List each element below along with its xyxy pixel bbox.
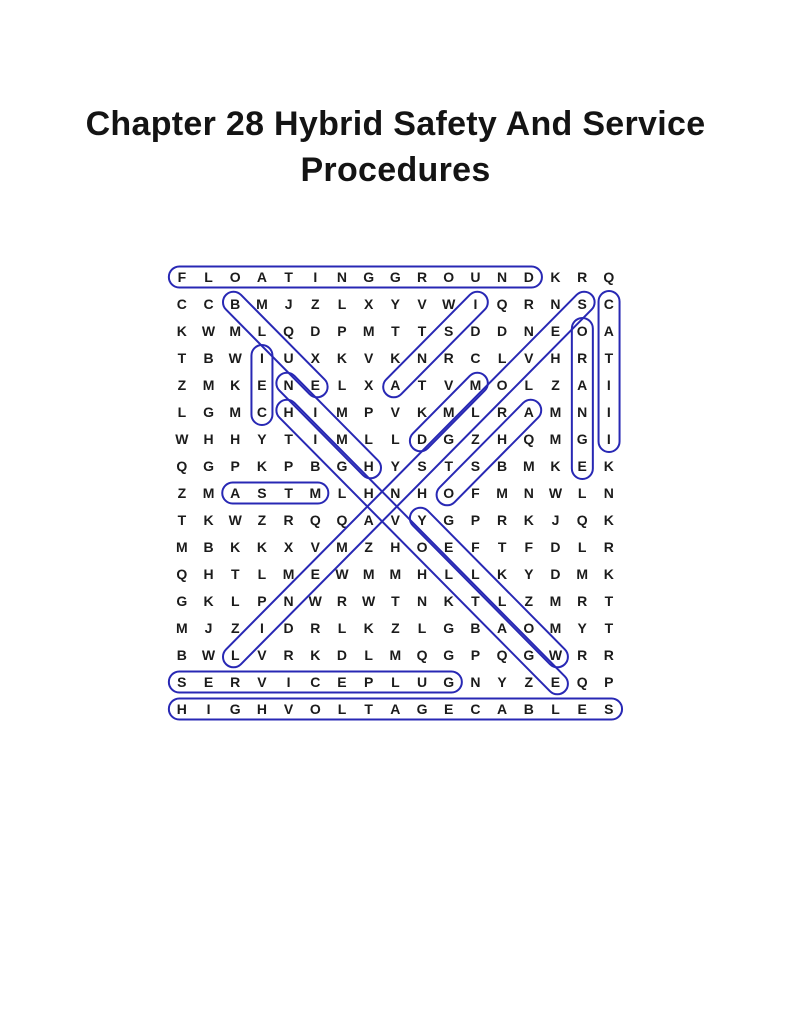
- grid-letter: V: [310, 539, 320, 555]
- grid-letter: T: [604, 350, 614, 366]
- grid-letter: Z: [524, 593, 534, 609]
- grid-letter: Z: [230, 620, 240, 636]
- grid-letter: S: [470, 458, 481, 474]
- grid-letter: L: [444, 566, 453, 582]
- grid-letter: N: [577, 404, 588, 420]
- grid-letter: H: [176, 701, 187, 717]
- grid-letter: Z: [311, 296, 320, 312]
- grid-letter: D: [310, 323, 321, 339]
- grid-letter: I: [606, 377, 611, 393]
- grid-letter: N: [497, 269, 508, 285]
- grid-letter: M: [229, 323, 242, 339]
- grid-letter: N: [603, 485, 614, 501]
- grid-letter: M: [282, 566, 295, 582]
- grid-letter: K: [603, 566, 614, 582]
- grid-letter: M: [389, 647, 402, 663]
- grid-letter: Q: [603, 269, 615, 285]
- grid-letter: M: [336, 539, 348, 555]
- grid-letter: M: [442, 404, 455, 420]
- grid-letter: T: [417, 377, 427, 393]
- grid-letter: G: [416, 701, 428, 717]
- grid-letter: X: [283, 539, 294, 555]
- grid-letter: Y: [390, 296, 401, 312]
- grid-letter: W: [175, 431, 189, 447]
- grid-letter: I: [286, 674, 291, 690]
- grid-letter: B: [230, 296, 241, 312]
- grid-letter: S: [577, 296, 587, 312]
- grid-letter: Y: [417, 512, 427, 528]
- grid-letter: Q: [576, 512, 588, 528]
- grid-letter: O: [443, 485, 455, 501]
- grid-letter: L: [257, 323, 267, 339]
- grid-letter: L: [577, 539, 587, 555]
- grid-letter: C: [603, 296, 614, 312]
- grid-letter: M: [576, 566, 588, 582]
- grid-letter: K: [336, 350, 348, 366]
- grid-letter: H: [363, 458, 374, 474]
- grid-letter: Y: [497, 674, 507, 690]
- grid-letter: J: [284, 296, 293, 312]
- grid-letter: I: [206, 701, 211, 717]
- grid-letter: N: [550, 296, 561, 312]
- grid-letter: L: [230, 593, 240, 609]
- grid-letter: K: [416, 404, 428, 420]
- grid-letter: M: [202, 485, 215, 501]
- grid-letter: B: [310, 458, 321, 474]
- grid-letter: L: [337, 485, 347, 501]
- grid-letter: N: [470, 674, 481, 690]
- grid-letter: B: [203, 539, 214, 555]
- grid-letter: B: [470, 620, 481, 636]
- grid-letter: T: [284, 269, 293, 285]
- grid-letter: S: [257, 485, 267, 501]
- grid-letter: G: [229, 701, 241, 717]
- grid-letter: A: [497, 701, 508, 717]
- grid-letter: R: [497, 512, 508, 528]
- grid-letter: E: [337, 674, 347, 690]
- grid-letter: A: [577, 377, 588, 393]
- grid-letter: A: [523, 404, 534, 420]
- grid-letter: L: [337, 620, 347, 636]
- grid-letter: Q: [523, 431, 535, 447]
- grid-letter: H: [363, 485, 374, 501]
- grid-letter: T: [391, 593, 400, 609]
- grid-letter: Y: [390, 458, 401, 474]
- grid-letter: L: [471, 404, 480, 420]
- grid-letter: Z: [177, 485, 187, 501]
- grid-letter: M: [336, 404, 348, 420]
- grid-letter: R: [577, 647, 588, 663]
- grid-letter: Y: [257, 431, 267, 447]
- grid-letter: G: [203, 458, 214, 474]
- grid-letter: Z: [257, 512, 267, 528]
- grid-letter: P: [470, 512, 481, 528]
- grid-letter: T: [230, 566, 240, 582]
- grid-letter: L: [524, 377, 534, 393]
- grid-letter: T: [417, 323, 427, 339]
- grid-letter: A: [603, 323, 614, 339]
- grid-letter: V: [390, 512, 401, 528]
- grid-letter: R: [310, 620, 321, 636]
- grid-letter: W: [228, 512, 242, 528]
- grid-letter: M: [549, 404, 562, 420]
- grid-letter: M: [389, 566, 402, 582]
- grid-letter: E: [444, 701, 454, 717]
- grid-letter: V: [390, 404, 401, 420]
- grid-letter: Q: [176, 566, 188, 582]
- grid-letter: D: [550, 539, 561, 555]
- grid-letter: K: [256, 539, 267, 555]
- grid-letter: O: [416, 539, 428, 555]
- grid-letter: L: [497, 350, 507, 366]
- grid-letter: A: [256, 269, 267, 285]
- grid-letter: G: [576, 431, 588, 447]
- grid-letter: Q: [336, 512, 348, 528]
- grid-letter: N: [283, 377, 294, 393]
- grid-letter: M: [176, 539, 188, 555]
- grid-letter: Q: [576, 674, 588, 690]
- grid-letter: G: [443, 512, 455, 528]
- grid-letter: K: [363, 620, 374, 636]
- grid-letter: L: [257, 566, 267, 582]
- grid-letter: H: [203, 566, 214, 582]
- grid-letter: R: [603, 539, 614, 555]
- grid-letter: P: [283, 458, 294, 474]
- grid-letter: L: [577, 485, 587, 501]
- grid-letter: I: [606, 404, 611, 420]
- grid-letter: M: [229, 404, 242, 420]
- grid-letter: G: [443, 620, 455, 636]
- grid-letter: O: [496, 377, 508, 393]
- grid-letter: K: [523, 512, 534, 528]
- grid-letter: A: [390, 701, 401, 717]
- grid-letter: Y: [524, 566, 534, 582]
- grid-letter: E: [577, 701, 587, 717]
- grid-letter: A: [230, 485, 241, 501]
- grid-letter: K: [497, 566, 508, 582]
- grid-letter: F: [471, 485, 480, 501]
- grid-letter: M: [256, 296, 268, 312]
- grid-letter: H: [203, 431, 214, 447]
- grid-letter: U: [470, 269, 481, 285]
- grid-letter: L: [204, 269, 213, 285]
- grid-letter: N: [283, 593, 294, 609]
- grid-letter: A: [497, 620, 508, 636]
- grid-letter: W: [201, 323, 216, 339]
- grid-letter: M: [549, 431, 562, 447]
- grid-letter: Q: [309, 512, 321, 528]
- grid-letter: L: [337, 701, 347, 717]
- grid-letter: B: [497, 458, 508, 474]
- grid-letter: M: [362, 323, 375, 339]
- grid-letter: T: [177, 350, 187, 366]
- letter-grid: [169, 264, 623, 723]
- grid-letter: M: [202, 377, 215, 393]
- grid-letter: K: [550, 269, 561, 285]
- grid-letter: W: [308, 593, 322, 609]
- grid-letter: K: [550, 458, 561, 474]
- grid-letter: A: [390, 377, 401, 393]
- grid-letter: K: [390, 350, 401, 366]
- grid-letter: G: [443, 674, 455, 690]
- grid-letter: D: [550, 566, 561, 582]
- grid-letter: O: [309, 701, 321, 717]
- grid-letter: R: [577, 269, 588, 285]
- grid-letter: P: [470, 647, 481, 663]
- grid-letter: L: [391, 674, 400, 690]
- grid-letter: I: [313, 404, 318, 420]
- grid-letter: H: [390, 539, 401, 555]
- grid-letter: M: [496, 485, 508, 501]
- grid-letter: N: [416, 593, 428, 609]
- grid-letter: P: [337, 323, 347, 339]
- grid-letter: N: [416, 350, 428, 366]
- grid-letter: R: [523, 296, 534, 312]
- grid-letter: L: [391, 431, 400, 447]
- grid-letter: Q: [496, 647, 508, 663]
- grid-letter: T: [444, 458, 453, 474]
- grid-letter: L: [417, 620, 427, 636]
- grid-letter: J: [551, 512, 560, 528]
- grid-letter: I: [313, 431, 318, 447]
- grid-letter: C: [203, 296, 214, 312]
- grid-letter: D: [283, 620, 294, 636]
- grid-letter: E: [310, 566, 320, 582]
- grid-letter: H: [416, 485, 428, 501]
- grid-letter: F: [177, 269, 187, 285]
- grid-letter: L: [230, 647, 240, 663]
- grid-letter: C: [310, 674, 321, 690]
- grid-letter: V: [417, 296, 427, 312]
- grid-letter: K: [176, 323, 187, 339]
- grid-letter: R: [283, 647, 294, 663]
- grid-letter: K: [603, 512, 614, 528]
- title-line-1: Chapter 28 Hybrid Safety And Service: [85, 105, 706, 143]
- grid-letter: Z: [471, 431, 480, 447]
- grid-letter: X: [363, 377, 374, 393]
- grid-letter: H: [416, 566, 428, 582]
- grid-letter: E: [550, 323, 561, 339]
- grid-letter: V: [444, 377, 454, 393]
- grid-letter: C: [470, 350, 481, 366]
- grid-letter: H: [497, 431, 508, 447]
- grid-letter: C: [470, 701, 481, 717]
- grid-letter: R: [577, 593, 588, 609]
- grid-letter: Z: [524, 674, 534, 690]
- grid-letter: U: [416, 674, 428, 690]
- grid-letter: Y: [577, 620, 587, 636]
- grid-letter: S: [604, 701, 614, 717]
- grid-letter: K: [230, 539, 241, 555]
- grid-letter: K: [203, 512, 214, 528]
- grid-letter: T: [177, 512, 187, 528]
- grid-letter: B: [176, 647, 187, 663]
- grid-letter: N: [523, 485, 534, 501]
- grid-letter: I: [259, 350, 264, 366]
- grid-letter: R: [497, 404, 508, 420]
- grid-letter: G: [523, 647, 535, 663]
- grid-letter: E: [203, 674, 214, 690]
- grid-letter: Q: [283, 323, 295, 339]
- grid-letter: L: [471, 566, 480, 582]
- grid-letter: P: [257, 593, 267, 609]
- grid-letter: T: [364, 701, 373, 717]
- grid-letter: P: [363, 674, 374, 690]
- grid-letter: R: [577, 350, 588, 366]
- grid-letter: M: [176, 620, 188, 636]
- grid-letter: W: [228, 350, 242, 366]
- grid-letter: M: [336, 431, 348, 447]
- grid-letter: O: [523, 620, 535, 636]
- grid-letter: I: [259, 620, 264, 636]
- grid-letter: S: [177, 674, 187, 690]
- grid-letter: K: [230, 377, 241, 393]
- grid-letter: G: [443, 431, 455, 447]
- grid-letter: G: [443, 647, 455, 663]
- grid-letter: L: [177, 404, 187, 420]
- grid-letter: M: [469, 377, 482, 393]
- grid-letter: K: [310, 647, 321, 663]
- grid-letter: Q: [416, 647, 428, 663]
- page-title: [0, 101, 791, 193]
- grid-letter: V: [257, 674, 267, 690]
- grid-letter: L: [337, 296, 347, 312]
- grid-letter: O: [443, 269, 455, 285]
- grid-letter: R: [603, 647, 614, 663]
- grid-letter: E: [577, 458, 587, 474]
- grid-letter: M: [549, 593, 562, 609]
- grid-letter: O: [576, 323, 588, 339]
- grid-letter: V: [283, 701, 294, 717]
- grid-letter: S: [417, 458, 427, 474]
- grid-letter: I: [606, 431, 611, 447]
- grid-letter: P: [230, 458, 240, 474]
- grid-letter: K: [443, 593, 454, 609]
- grid-letter: L: [364, 647, 373, 663]
- grid-letter: H: [283, 404, 294, 420]
- grid-letter: E: [550, 674, 561, 690]
- grid-letter: T: [497, 539, 507, 555]
- grid-letter: T: [284, 485, 293, 501]
- grid-letter: H: [550, 350, 561, 366]
- grid-letter: E: [257, 377, 267, 393]
- grid-letter: C: [176, 296, 187, 312]
- grid-letter: G: [389, 269, 401, 285]
- grid-letter: M: [362, 566, 375, 582]
- grid-letter: W: [362, 593, 376, 609]
- grid-letter: T: [284, 431, 293, 447]
- grid-letter: Z: [391, 620, 400, 636]
- grid-letter: M: [309, 485, 322, 501]
- grid-letter: X: [363, 296, 374, 312]
- grid-letter: G: [203, 404, 214, 420]
- grid-letter: P: [363, 404, 374, 420]
- grid-letter: N: [523, 323, 534, 339]
- grid-letter: G: [176, 593, 188, 609]
- grid-letter: D: [523, 269, 534, 285]
- grid-letter: F: [524, 539, 534, 555]
- grid-letter: G: [336, 458, 348, 474]
- grid-letter: W: [548, 647, 563, 663]
- grid-letter: Z: [551, 377, 560, 393]
- grid-letter: I: [313, 269, 318, 285]
- grid-letter: L: [337, 377, 347, 393]
- grid-letter: Z: [364, 539, 373, 555]
- grid-letter: N: [336, 269, 348, 285]
- grid-letter: E: [444, 539, 454, 555]
- grid-letter: R: [283, 512, 294, 528]
- grid-letter: X: [310, 350, 320, 366]
- grid-letter: V: [257, 647, 267, 663]
- grid-letter: E: [310, 377, 320, 393]
- grid-letter: H: [256, 701, 267, 717]
- grid-letter: Z: [177, 377, 187, 393]
- grid-letter: T: [471, 593, 480, 609]
- grid-letter: V: [363, 350, 374, 366]
- grid-letter: R: [230, 674, 241, 690]
- grid-letter: T: [604, 593, 614, 609]
- grid-letter: D: [336, 647, 348, 663]
- grid-letter: K: [256, 458, 267, 474]
- grid-letter: M: [522, 458, 535, 474]
- grid-letter: R: [416, 269, 428, 285]
- grid-letter: A: [363, 512, 374, 528]
- grid-letter: N: [390, 485, 401, 501]
- grid-letter: D: [470, 323, 481, 339]
- grid-letter: P: [604, 674, 614, 690]
- grid-letter: R: [443, 350, 454, 366]
- grid-letter: L: [551, 701, 560, 717]
- grid-letter: I: [473, 296, 478, 312]
- grid-letter: F: [471, 539, 480, 555]
- grid-letter: H: [230, 431, 241, 447]
- grid-letter: W: [201, 647, 216, 663]
- grid-letter: B: [523, 701, 534, 717]
- grid-letter: K: [203, 593, 214, 609]
- grid-letter: Q: [496, 296, 508, 312]
- grid-letter: J: [204, 620, 213, 636]
- grid-letter: V: [524, 350, 534, 366]
- grid-letter: C: [256, 404, 267, 420]
- grid-letter: W: [548, 485, 563, 501]
- grid-letter: D: [416, 431, 428, 447]
- grid-letter: T: [391, 323, 400, 339]
- grid-letter: U: [283, 350, 294, 366]
- grid-letter: S: [444, 323, 454, 339]
- grid-letter: R: [336, 593, 348, 609]
- grid-letter: G: [363, 269, 375, 285]
- grid-letter: W: [335, 566, 349, 582]
- grid-letter: W: [442, 296, 456, 312]
- grid-letter: K: [603, 458, 614, 474]
- grid-letter: T: [604, 620, 614, 636]
- title-line-2: Procedures: [300, 151, 491, 189]
- grid-letter: L: [364, 431, 373, 447]
- grid-letter: O: [229, 269, 241, 285]
- grid-letter: M: [549, 620, 562, 636]
- grid-letter: Q: [176, 458, 188, 474]
- grid-letter: L: [497, 593, 507, 609]
- grid-letter: D: [497, 323, 508, 339]
- grid-letter: B: [203, 350, 214, 366]
